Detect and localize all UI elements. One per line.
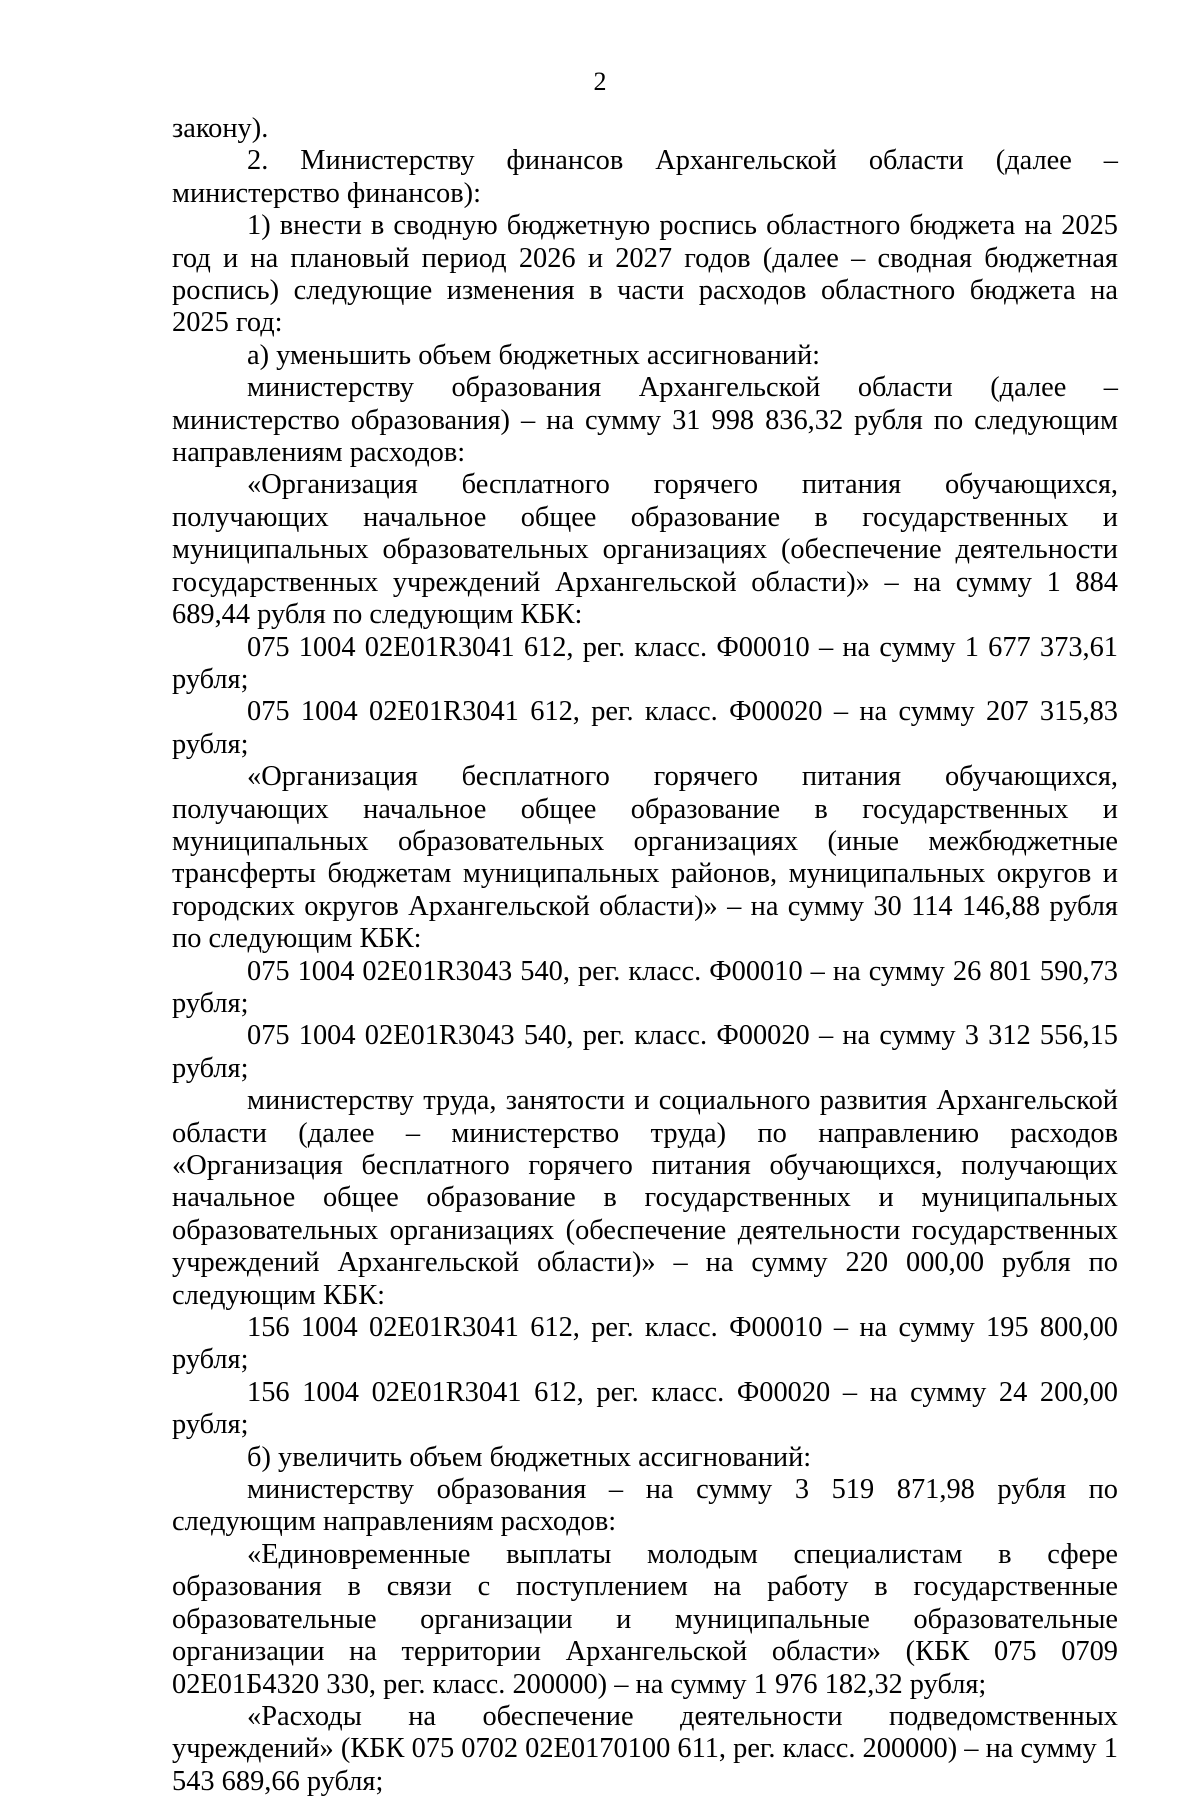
paragraph: 2. Министерству финансов Архангельской области (далее – министерство финансов): (172, 145, 1118, 209)
paragraph: министерству образования Архангельской области (далее – министерство образования) – на сумму 31 998 836,32 рубля по следующим направлениям расходов: (172, 372, 1118, 469)
paragraph: «Организация бесплатного горячего питания обучающихся, получающих начальное общее образование в государственных и муниципальных образовательных организациях (обеспечение деятельности государственных учреждений Архангельской области)» – на сумму 1 884 689,44 рубля по следующим КБК: (172, 469, 1118, 631)
paragraph: «Единовременные выплаты молодым специалистам в сфере образования в связи с поступлением на работу в государственные образовательные организации и муниципальные образовательные организации на территории Архангельской области» (КБК 075 0709 02Е01Б4320 330, рег. класс. 200000) – на сумму 1 976 182,32 рубля; (172, 1538, 1118, 1700)
paragraph: «Расходы на обеспечение деятельности подведомственных учреждений» (КБК 075 0702 02Е0170100 611, рег. класс. 200000) – на сумму 1 543 689,66 рубля; (172, 1700, 1118, 1797)
paragraph: министерству образования – на сумму 3 519 871,98 рубля по следующим направлениям расходов: (172, 1474, 1118, 1538)
kbk-line: 075 1004 02Е01R3041 612, рег. класс. Ф00020 – на сумму 207 315,83 рубля; (172, 696, 1118, 760)
kbk-line: 156 1004 02Е01R3041 612, рег. класс. Ф00020 – на сумму 24 200,00 рубля; (172, 1376, 1118, 1441)
document-body (172, 113, 1118, 1798)
kbk-line: 075 1004 02Е01R3041 612, рег. класс. Ф00010 – на сумму 1 677 373,61 рубля; (172, 631, 1118, 695)
paragraph: закону). (172, 113, 269, 144)
paragraph: «Организация бесплатного горячего питания обучающихся, получающих начальное общее образование в государственных и муниципальных образовательных организациях (иные межбюджетные трансферты бюджетам муниципальных районов, муниципальных округов и городских округов Архангельской области)» – на сумму 30 114 146,88 рубля по следующим КБК: (172, 761, 1118, 955)
kbk-line: 075 1004 02Е01R3043 540, рег. класс. Ф00010 – на сумму 26 801 590,73 рубля; (172, 955, 1118, 1019)
kbk-line: 156 1004 02Е01R3041 612, рег. класс. Ф00010 – на сумму 195 800,00 рубля; (172, 1312, 1118, 1376)
paragraph: б) увеличить объем бюджетных ассигнований: (247, 1441, 812, 1473)
kbk-line: 075 1004 02Е01R3043 540, рег. класс. Ф00020 – на сумму 3 312 556,15 рубля; (172, 1020, 1118, 1084)
paragraph: а) уменьшить объем бюджетных ассигнований: (247, 339, 821, 371)
page-number: 2 (593, 67, 607, 96)
paragraph: 1) внести в сводную бюджетную роспись областного бюджета на 2025 год и на плановый период 2026 и 2027 годов (далее – сводная бюджетная роспись) следующие изменения в части расходов областного бюджета на 2025 год: (172, 210, 1118, 339)
paragraph: министерству труда, занятости и социального развития Архангельской области (далее – министерство труда) по направлению расходов «Организация бесплатного горячего питания обучающихся, получающих начальное общее образование в государственных и муниципальных образовательных организациях (обеспечение деятельности государственных учреждений Архангельской области)» – на сумму 220 000,00 рубля по следующим КБК: (172, 1085, 1118, 1311)
